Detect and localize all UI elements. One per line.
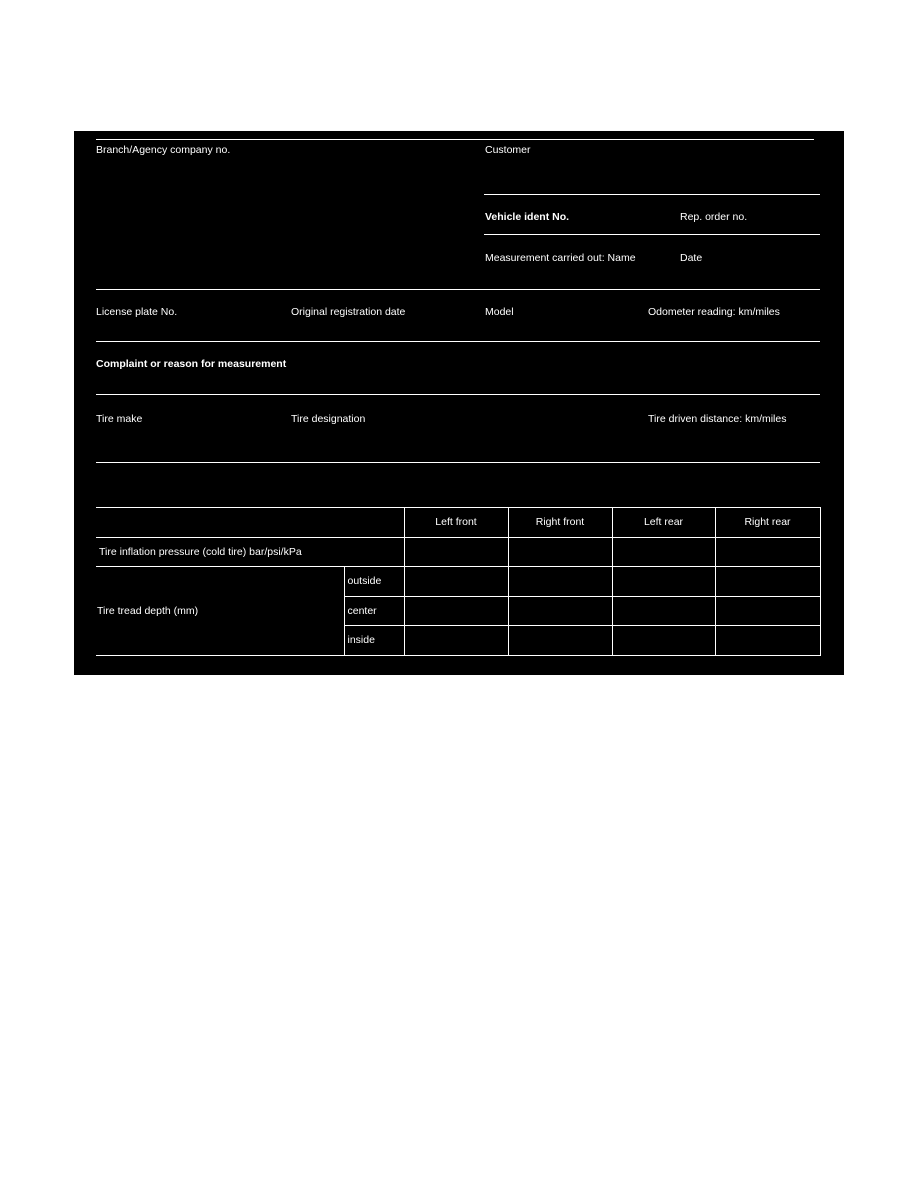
- complaint-divider: [96, 394, 820, 395]
- measurement-by-label: Measurement carried out: Name: [485, 252, 636, 264]
- tread-center-right-rear-cell[interactable]: [715, 596, 820, 626]
- column-header-right-front: Right front: [508, 508, 612, 538]
- tire-distance-label: Tire driven distance: km/miles: [648, 413, 787, 425]
- customer-divider: [484, 194, 820, 195]
- tread-outside-right-front-cell[interactable]: [508, 567, 612, 597]
- tread-inside-right-front-cell[interactable]: [508, 626, 612, 656]
- column-header-right-rear: Right rear: [715, 508, 820, 538]
- tread-center-left-rear-cell[interactable]: [612, 596, 715, 626]
- tread-position-center: center: [344, 596, 404, 626]
- tread-outside-left-front-cell[interactable]: [404, 567, 508, 597]
- tire-make-label: Tire make: [96, 413, 143, 425]
- column-header-left-front: Left front: [404, 508, 508, 538]
- tread-outside-row: [96, 567, 820, 597]
- license-plate-label: License plate No.: [96, 306, 178, 318]
- model-label: Model: [485, 306, 514, 318]
- tire-designation-label: Tire designation: [291, 413, 366, 425]
- header-divider: [96, 289, 820, 290]
- pressure-row: [96, 537, 820, 567]
- branch-agency-label: Branch/Agency company no.: [96, 144, 231, 156]
- vehicle-divider: [96, 341, 820, 342]
- vehicle-ident-label: Vehicle ident No.: [485, 211, 570, 223]
- tread-inside-left-rear-cell[interactable]: [612, 626, 715, 656]
- tire-measurement-table: [96, 507, 821, 656]
- vin-divider: [484, 234, 820, 235]
- customer-label: Customer: [485, 144, 531, 156]
- tread-outside-right-rear-cell[interactable]: [715, 567, 820, 597]
- pressure-left-front-cell[interactable]: [404, 537, 508, 567]
- pressure-right-front-cell[interactable]: [508, 537, 612, 567]
- complaint-label: Complaint or reason for measurement: [96, 358, 287, 370]
- date-label: Date: [680, 252, 703, 264]
- tire-info-divider: [96, 462, 820, 463]
- tread-depth-label: Tire tread depth (mm): [96, 567, 344, 656]
- header-corner-cell: [96, 508, 404, 538]
- tire-measurement-form: [74, 131, 844, 675]
- tread-center-right-front-cell[interactable]: [508, 596, 612, 626]
- tread-center-left-front-cell[interactable]: [404, 596, 508, 626]
- tread-inside-right-rear-cell[interactable]: [715, 626, 820, 656]
- tread-inside-left-front-cell[interactable]: [404, 626, 508, 656]
- tread-position-outside: outside: [344, 567, 404, 597]
- odometer-label: Odometer reading: km/miles: [648, 306, 780, 318]
- tread-outside-left-rear-cell[interactable]: [612, 567, 715, 597]
- pressure-left-rear-cell[interactable]: [612, 537, 715, 567]
- pressure-right-rear-cell[interactable]: [715, 537, 820, 567]
- original-registration-label: Original registration date: [291, 306, 406, 318]
- tread-position-inside: inside: [344, 626, 404, 656]
- table-header-row: [96, 508, 820, 538]
- top-divider: [96, 139, 814, 140]
- pressure-label: Tire inflation pressure (cold tire) bar/psi/kPa: [96, 537, 404, 567]
- column-header-left-rear: Left rear: [612, 508, 715, 538]
- rep-order-label: Rep. order no.: [680, 211, 748, 223]
